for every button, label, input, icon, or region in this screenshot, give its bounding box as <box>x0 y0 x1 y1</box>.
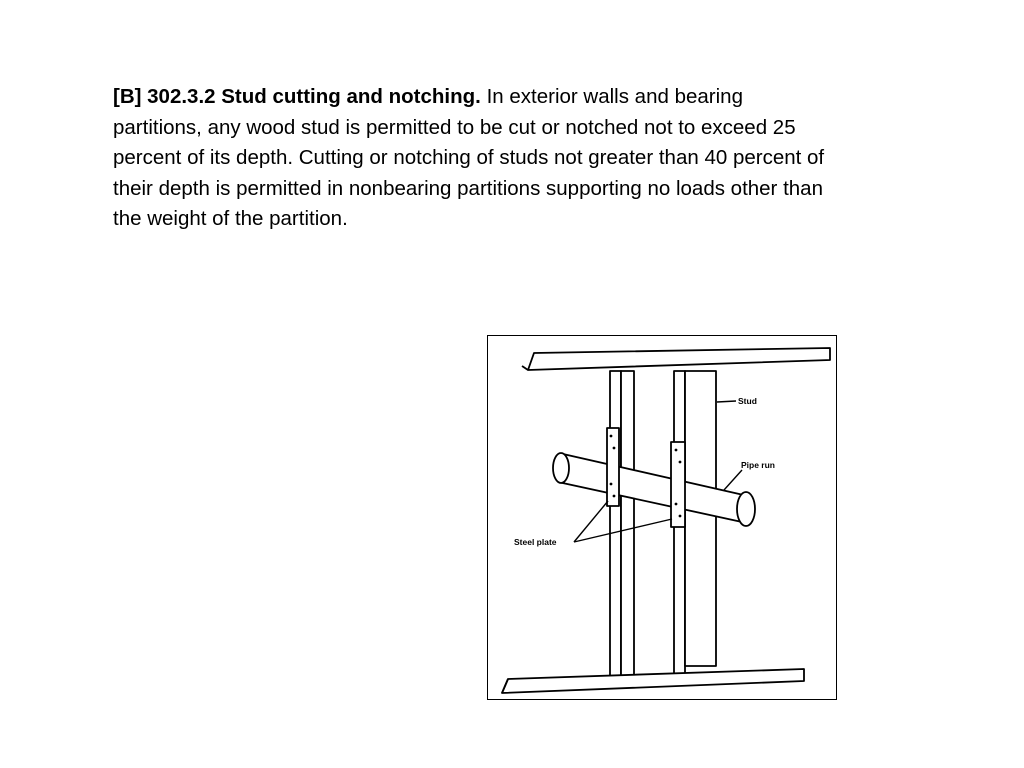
pipe-run-leader <box>724 470 742 490</box>
left-stud <box>610 371 621 681</box>
stud-notching-figure <box>487 335 837 700</box>
left-stud-face <box>621 371 634 681</box>
section-body: In exterior walls and bearing partitions, any wood stud is permitted to be cut or notched not to exceed 25 percent of its depth. Cutting or notching of studs not greater than 40 percent of their depth is permitted in nonbearing partitions supporting no loads other than the weight of the partition. <box>113 85 825 231</box>
pipe-run-start <box>553 453 569 483</box>
steel-plate-label: Steel plate <box>514 537 557 547</box>
stud-framing-diagram <box>488 336 838 701</box>
stud-leader <box>717 401 736 402</box>
code-paragraph <box>113 82 833 235</box>
steel-plate-right <box>671 442 685 527</box>
pipe-run <box>558 454 749 522</box>
section-heading: [B] 302.3.2 Stud cutting and notching. <box>113 85 481 108</box>
steel-plate-left <box>607 428 619 506</box>
pipe-run-end <box>737 492 755 526</box>
bottom-plate <box>502 669 804 693</box>
top-plate <box>528 348 830 370</box>
stud-label: Stud <box>738 396 757 406</box>
top-plate-edge <box>522 366 528 370</box>
middle-stud-face <box>685 371 716 666</box>
pipe-run-label: Pipe run <box>741 460 776 470</box>
